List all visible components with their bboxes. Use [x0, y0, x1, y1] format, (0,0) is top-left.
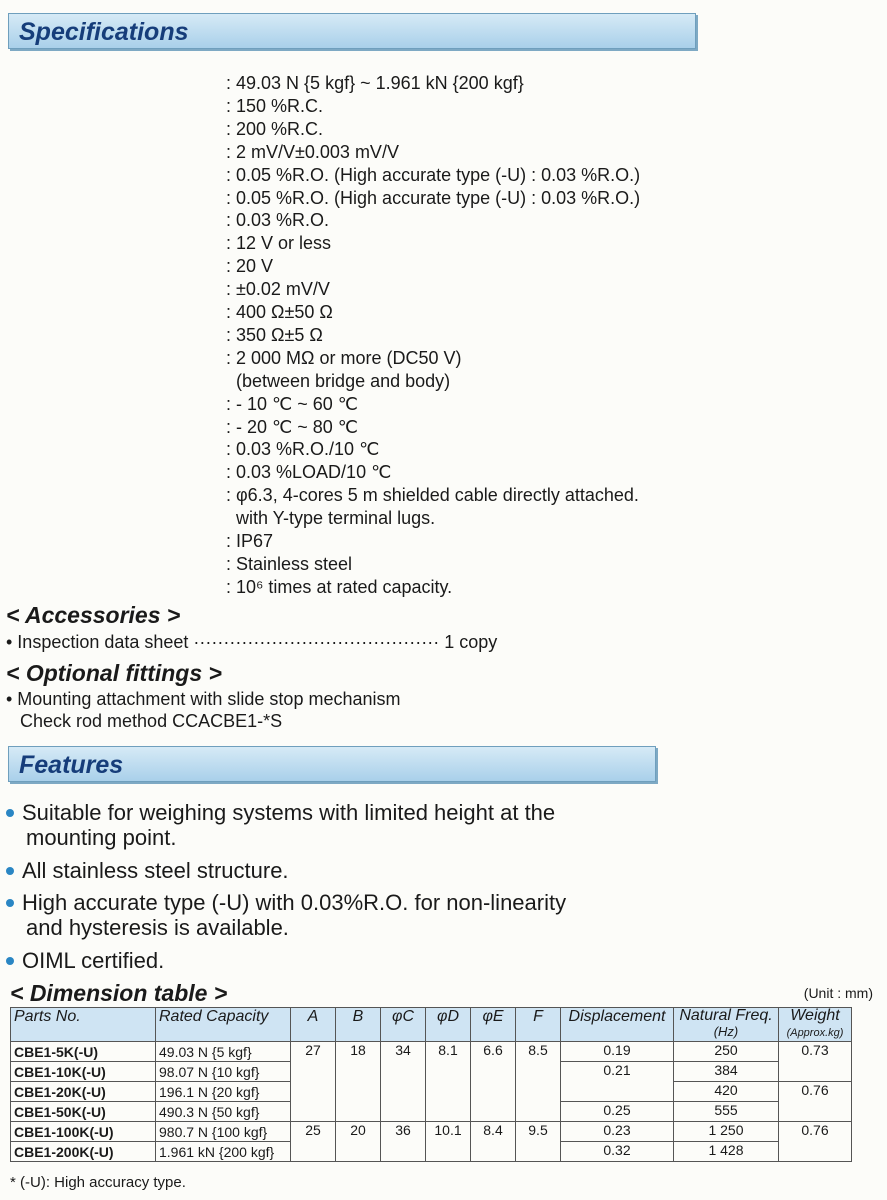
bullet-icon: [6, 957, 14, 965]
spec-separator: :: [226, 164, 232, 185]
optional-line-1: • Mounting attachment with slide stop mechanism: [6, 689, 401, 709]
spec-value: ±0.02 mV/V: [236, 279, 330, 300]
spec-value: 0.03 %R.O./10 ℃: [236, 439, 380, 460]
feature-item: High accurate type (-U) with 0.03%R.O. for non-linearity and hysteresis is available.: [6, 890, 566, 940]
spec-value: (between bridge and body): [236, 370, 451, 391]
spec-value: 150 %R.C.: [236, 95, 324, 116]
optional-line-2: Check rod method CCACBE1-*S: [20, 711, 283, 731]
spec-value: 2 000 MΩ or more (DC50 V): [236, 347, 462, 368]
spec-separator: :: [226, 233, 232, 254]
accessories-title: < Accessories >: [6, 602, 181, 628]
spec-separator: :: [226, 553, 232, 574]
spec-separator: :: [226, 302, 232, 322]
spec-separator: :: [226, 279, 232, 300]
spec-separator: :: [226, 73, 232, 93]
table-header-row: Parts No. Rated Capacity A B φC φD φE F Displacement Natural Freq. (Hz) Weight (Approx.kg): [11, 1008, 852, 1042]
spec-separator: :: [226, 416, 232, 437]
specifications-title: Specifications: [19, 18, 189, 46]
dimension-table: [10, 1007, 852, 1162]
spec-separator: :: [226, 324, 232, 345]
feature-item: OIML certified.: [6, 948, 164, 973]
spec-value: Stainless steel: [236, 553, 353, 574]
specifications-banner: [8, 13, 696, 49]
spec-value: 2 mV/V±0.003 mV/V: [236, 141, 399, 162]
spec-separator: :: [226, 118, 232, 139]
features-banner: [8, 746, 656, 782]
spec-separator: :: [226, 485, 232, 506]
spec-value: with Y-type terminal lugs.: [236, 508, 436, 529]
spec-value: 12 V or less: [236, 233, 332, 254]
features-title: Features: [19, 751, 124, 779]
table-row: CBE1-100K(-U) 980.7 N {100 kgf} 25 20 36 10.1 8.4 9.5 0.23 1 250 0.76: [11, 1122, 852, 1142]
spec-value: - 10 ℃ ~ 60 ℃: [236, 393, 358, 414]
spec-value: 0.05 %R.O. (High accurate type (-U) : 0.03 %R.O.): [236, 187, 641, 208]
feature-item: All stainless steel structure.: [6, 858, 289, 883]
spec-value: IP67: [236, 531, 274, 551]
footnote: * (-U): High accuracy type.: [10, 1174, 186, 1191]
table-row: CBE1-50K(-U) 490.3 N {50 kgf} 0.25 555: [11, 1102, 852, 1122]
dimension-table-title: < Dimension table >: [10, 980, 228, 1006]
table-row: CBE1-200K(-U) 1.961 kN {200 kgf} 0.32 1 428: [11, 1142, 852, 1162]
spec-separator: :: [226, 347, 232, 368]
spec-separator: :: [226, 439, 232, 460]
spec-value: φ6.3, 4-cores 5 m shielded cable directly attached.: [236, 485, 639, 506]
bullet-icon: [6, 899, 14, 907]
spec-separator: :: [226, 256, 232, 277]
spec-value: 20 V: [236, 256, 274, 277]
accessories-item: • Inspection data sheet ········································· 1 copy: [6, 632, 498, 652]
spec-value: 0.03 %LOAD/10 ℃: [236, 462, 392, 483]
bullet-icon: [6, 809, 14, 817]
spec-value: - 20 ℃ ~ 80 ℃: [236, 416, 358, 437]
spec-value: 400 Ω±50 Ω: [236, 302, 333, 322]
spec-separator: :: [226, 187, 232, 208]
spec-separator: :: [226, 393, 232, 414]
spec-separator: :: [226, 141, 232, 162]
table-row: CBE1-5K(-U) 49.03 N {5 kgf} 27 18 34 8.1 6.6 8.5 0.19 250 0.73: [11, 1042, 852, 1062]
spec-separator: :: [226, 462, 232, 483]
table-row: CBE1-10K(-U) 98.07 N {10 kgf} 0.21 384: [11, 1062, 852, 1082]
spec-value: 49.03 N {5 kgf} ~ 1.961 kN {200 kgf}: [236, 73, 524, 93]
table-row: CBE1-20K(-U) 196.1 N {20 kgf} 420 0.76: [11, 1082, 852, 1102]
spec-value: 200 %R.C.: [236, 118, 324, 139]
spec-value: 0.05 %R.O. (High accurate type (-U) : 0.03 %R.O.): [236, 164, 641, 185]
optional-fittings-title: < Optional fittings >: [6, 660, 222, 686]
spec-value: 10⁶ times at rated capacity.: [236, 576, 453, 597]
spec-separator: :: [226, 576, 232, 597]
feature-item: Suitable for weighing systems with limited height at the mounting point.: [6, 800, 555, 850]
spec-separator: :: [226, 95, 232, 116]
spec-separator: :: [226, 531, 232, 551]
bullet-icon: [6, 867, 14, 875]
spec-separator: :: [226, 210, 232, 231]
spec-value: 0.03 %R.O.: [236, 210, 330, 231]
unit-label: (Unit : mm): [803, 985, 873, 1001]
spec-value: 350 Ω±5 Ω: [236, 324, 323, 345]
